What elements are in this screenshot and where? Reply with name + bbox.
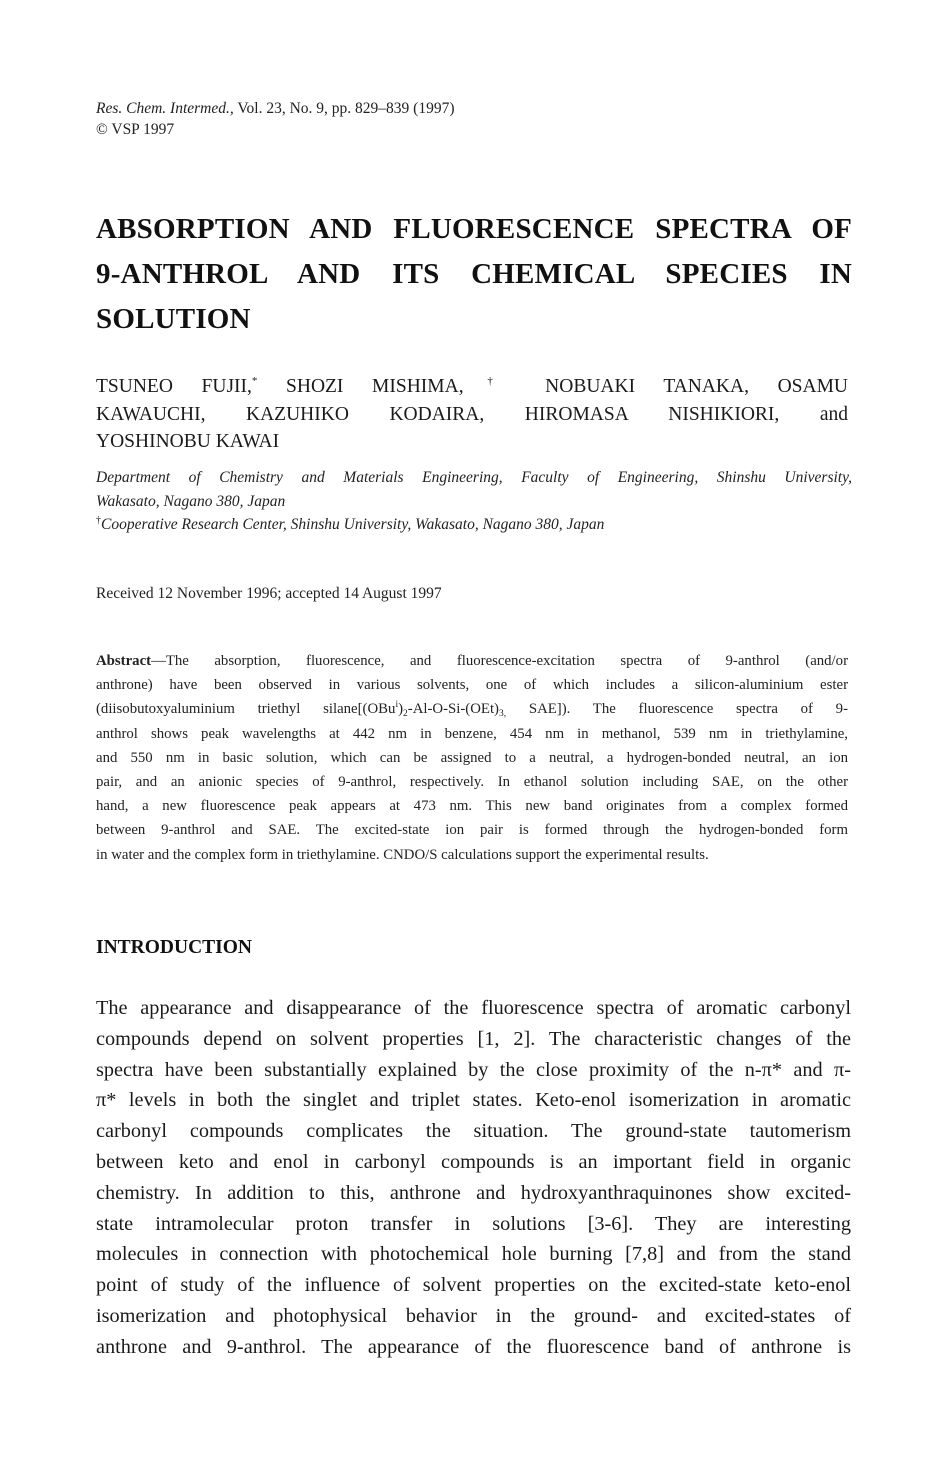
author-line: KAWAUCHI, KAZUHIKO KODAIRA, HIROMASA NISHIKIORI, and — [96, 403, 848, 425]
affiliation-text: Cooperative Research Center, Shinshu University, Wakasato, Nagano 380, Japan — [101, 516, 605, 533]
body-line: compounds depend on solvent properties [1, 2]. The characteristic changes of the — [96, 1027, 851, 1050]
abstract-text: —The absorption, fluorescence, and fluorescence-excitation spectra of 9-anthrol (and/or — [151, 653, 848, 669]
title-line: 9-ANTHROL AND ITS CHEMICAL SPECIES IN — [96, 258, 852, 290]
abstract-line: in water and the complex form in triethylamine. CNDO/S calculations support the experimental results. — [96, 846, 709, 863]
affiliation-mark: † — [463, 375, 517, 387]
body-line: The appearance and disappearance of the fluorescence spectra of aromatic carbonyl — [96, 997, 851, 1019]
body-line: anthrone and 9-anthrol. The appearance of the fluorescence band of anthrone is — [96, 1335, 851, 1358]
author-line: YOSHINOBU KAWAI — [96, 431, 280, 452]
body-line: π* levels in both the singlet and triplet states. Keto-enol isomerization in aromatic — [96, 1089, 851, 1112]
formula-subscript: 2 — [403, 709, 408, 720]
journal-details: Vol. 23, No. 9, pp. 829–839 (1997) — [233, 100, 455, 117]
affiliation-mark: † — [96, 515, 101, 526]
formula-superscript: i — [395, 700, 399, 711]
body-line: between keto and enol in carbonyl compounds is an important field in organic — [96, 1150, 851, 1173]
abstract-line — [96, 697, 848, 721]
copyright-notice: © VSP 1997 — [96, 121, 175, 138]
affiliation-line: Wakasato, Nagano 380, Japan — [96, 492, 286, 510]
abstract-line: and 550 nm in basic solution, which can be assigned to a neutral, a hydrogen-bonded neutral, an ion — [96, 749, 848, 766]
abstract — [96, 649, 848, 867]
received-dates: Received 12 November 1996; accepted 14 August 1997 — [96, 585, 442, 602]
body-line: point of study of the influence of solvent properties on the excited-state keto-enol — [96, 1274, 851, 1297]
journal-name: Res. Chem. Intermed., — [96, 100, 234, 117]
author-name: SHOZI MISHIMA, — [286, 376, 464, 397]
abstract-line: between 9-anthrol and SAE. The excited-state ion pair is formed through the hydrogen-bonded form — [96, 822, 848, 839]
journal-citation — [96, 98, 455, 140]
affiliation-line: Department of Chemistry and Materials Engineering, Faculty of Engineering, Shinshu University, — [96, 469, 852, 486]
abstract-label: Abstract — [96, 653, 152, 669]
author-name: TSUNEO FUJII, — [96, 376, 252, 397]
author-line — [96, 373, 848, 401]
section-heading: INTRODUCTION — [96, 937, 253, 958]
introduction-paragraph — [96, 993, 851, 1363]
abstract-line: anthrone) have been observed in various solvents, one of which includes a silicon-aluminium ester — [96, 677, 848, 694]
body-line: spectra have been substantially explained by the close proximity of the n-π* and π- — [96, 1058, 851, 1081]
affiliation-line — [96, 513, 852, 537]
author-list — [96, 373, 848, 456]
title-line: SOLUTION — [96, 303, 251, 335]
abstract-line: pair, and an anionic species of 9-anthrol, respectively. In ethanol solution including SAE, on the other — [96, 774, 848, 791]
body-line: isomerization and photophysical behavior in the ground- and excited-states of — [96, 1304, 851, 1327]
abstract-line: hand, a new fluorescence peak appears at 473 nm. This new band originates from a complex formed — [96, 798, 848, 815]
journal-reference — [96, 98, 455, 119]
affiliations — [96, 466, 852, 537]
abstract-text: SAE]). The fluorescence spectra of 9- — [506, 701, 849, 718]
formula-subscript: 3, — [499, 709, 507, 720]
abstract-line: anthrol shows peak wavelengths at 442 nm in benzene, 454 nm in methanol, 539 nm in triethylamine, — [96, 725, 848, 742]
body-line: molecules in connection with photochemical hole burning [7,8] and from the stand — [96, 1243, 851, 1266]
title-line: ABSORPTION AND FLUORESCENCE SPECTRA OF — [96, 213, 852, 245]
corresponding-mark: * — [251, 375, 258, 387]
body-line: state intramolecular proton transfer in solutions [3-6]. They are interesting — [96, 1212, 851, 1235]
author-names: NOBUAKI TANAKA, OSAMU — [545, 376, 849, 397]
body-line: carbonyl compounds complicates the situation. The ground-state tautomerism — [96, 1120, 851, 1143]
body-line: chemistry. In addition to this, anthrone and hydroxyanthraquinones show excited- — [96, 1181, 851, 1204]
abstract-text: (diisobutoxyaluminium triethyl silane[(OBu — [96, 701, 396, 718]
abstract-line — [96, 649, 848, 673]
paper-title — [96, 207, 852, 342]
abstract-text: ) — [398, 701, 404, 718]
abstract-text: -Al-O-Si-(OEt) — [407, 701, 499, 718]
